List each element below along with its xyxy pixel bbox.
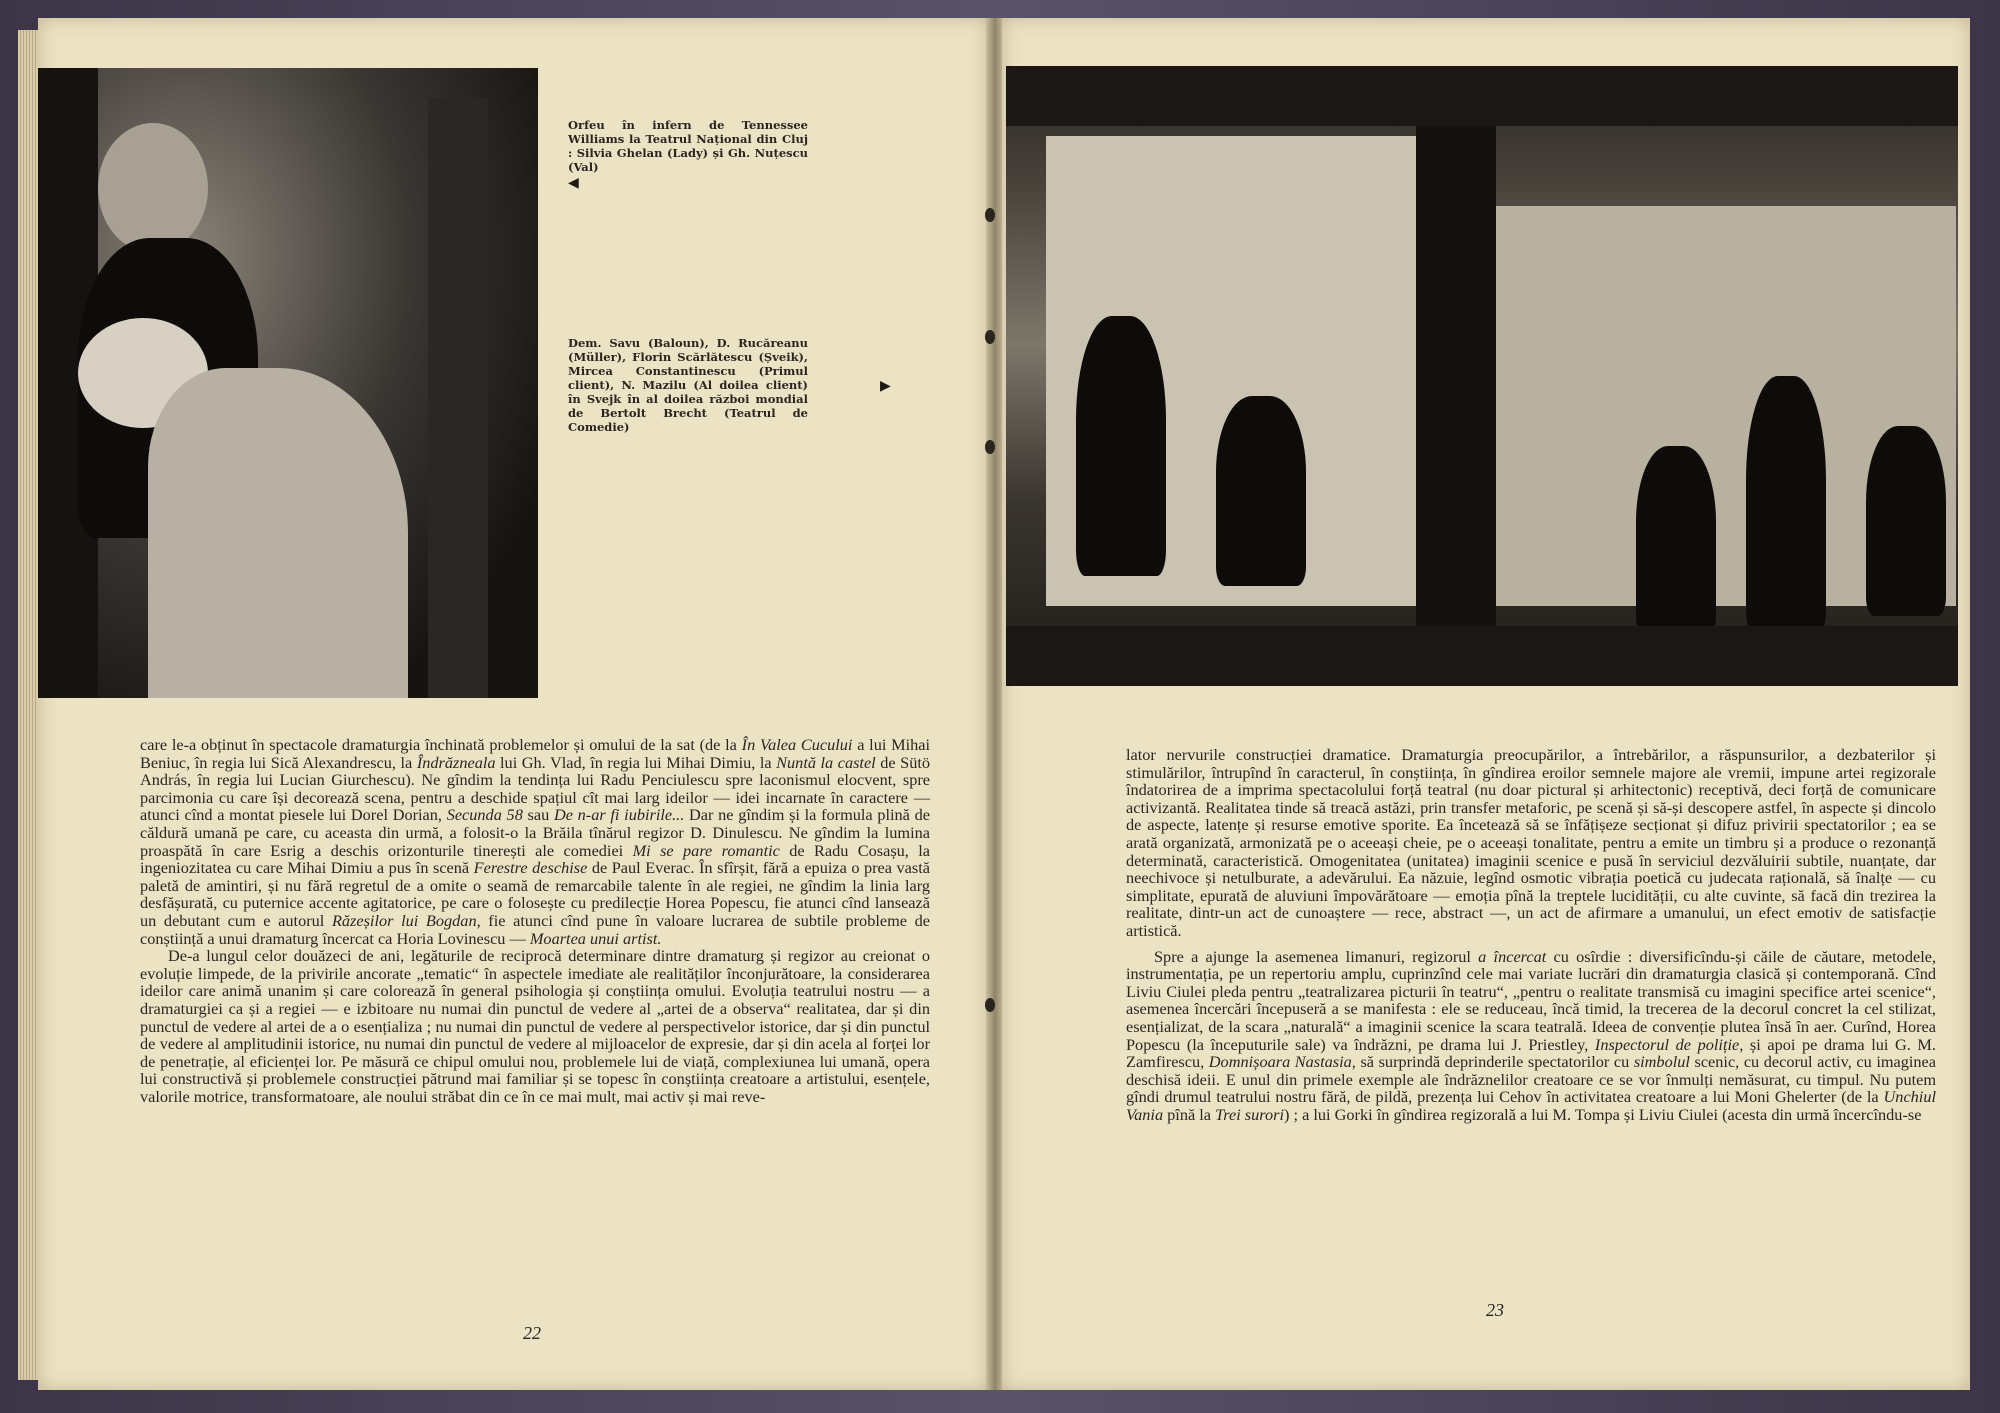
left-paragraph-2: De-a lungul celor douăzeci de ani, legăturile de reciprocă determinare dintre dramaturg și regizor au creionat o evoluție limpede, de la privirile ancorate „tematic“ în aspectele imediate ale realităților înconjurătoare, la considerarea ideilor care animă unanim și care colorează în general psihologia și conștiința omului. Evoluția teatrului nostru — a dramaturgiei ca și a regiei — e izbitoare nu numai din punctul de vedere al „artei de a observa“ realitatea, dar și din punctul de vedere al artei de a o esențializa ; nu numai din punctul de vedere al perspectivelor istorice, dar și din punctul de vedere al amplitudinii istorice, nu numai din punctul de vedere al mijloacelor de expresie, dar și din acela al forței lor de penetrație, al eficienței lor. Pe măsură ce chipul omului nou, problemele lui de viață, complexiunea lui umană, opera lui constructivă și problemele construcției pătrund mai familiar și se topesc în conștiința creatoare a artistului, esențele, valorile motrice, transformatoare, ale noului străbat din ce în ce mai mult, mai activ și mai reve- bbox=[140, 946, 930, 1106]
actor-4 bbox=[1746, 376, 1826, 636]
stage-top bbox=[1006, 66, 1958, 126]
right-paragraph-1: lator nervurile construcției dramatice. Dramaturgia preocupărilor, a întrebărilor, a răspunsurilor, a dezbaterilor și stimulărilor, întrupînd în caracterul, în conștiința, în gîndirea eroilor semnele majore ale vremii, impune artei regizorale îndatorirea de a imprima spectacolului forță teatral (nu doar pictural și arhitectonic) receptivă, deci forță de comunicare activizantă. Realitatea tinde să treacă astăzi, prin transfer metaforic, pe scenă și să-și descopere astfel, în aspecte și dincolo de aspecte, latențe și resurse emotive sporite. Ea încetează să se înfățișeze secționat și difuz privirii spectatorilor ; ea se arată organizată, armonizată pe o aceeași cheie, pe o aceeași tonalitate, pentru a emite un timbru și a produce o rezonanță determinată, caracteristică. Omogenitatea (unitatea) imaginii scenice e pusă în serviciul dezvăluirii subtile, nuanțate, dar neechivoce și netulburate, a adevărului. Ea năzuie, legînd osmotic vibrația poetică cu judecata rațională, să înalțe — cu simplitate, epurată de aluviuni împovărătoare — emoția pînă la treptele lucidității, cu alte cuvinte, să facă din trezirea la realitate, dintr-un act de cunoaștere — rece, abstract —, un act de afirmare a umanului, un efect emotiv de satisfacție artistică. bbox=[1126, 745, 1936, 940]
binding-hole bbox=[985, 208, 995, 222]
caption-arrow-left-icon: ◀ bbox=[568, 175, 579, 191]
caption-top: Orfeu în infern de Tennessee Williams la Teatrul Național din Cluj : Silvia Ghelan (Lady) și Gh. Nuțescu (Val) bbox=[568, 118, 808, 174]
right-body-text bbox=[1126, 746, 1936, 1123]
right-paragraph-2: Spre a ajunge la asemenea limanuri, regizorul a încercat cu osîrdie : diversificîndu-și căile de căutare, metodele, instrumentația, pe un repertoriu amplu, cuprinzînd cele mai variate lucrări din dramaturgia clasică și contemporană. Cînd Liviu Ciulei pleda pentru „teatralizarea picturii în teatru“, „pentru o realitate transmisă cu imagini specifice artei scenice“, asemenea încercări începuseră a se manifesta : ele se reduceau, încă timid, la trecerea de la decorul concret la cel stilizat, esențializat, de la scara „naturală“ a imaginii scenice la scara teatrală. Ideea de convenție plutea însă în aer. Curînd, Horea Popescu (la începuturile sale) va îndrăzni, pe drama lui J. Priestley, Inspectorul de poliție, și apoi pe drama lui G. M. Zamfirescu, Domnișoara Nastasia, să surprindă deprinderile spectatorilor cu simbolul scenic, cu decorul activ, cu imaginea deschisă ideii. E unul din primele exemple ale îndrăznelilor creatoare ce se vor înmulți nemăsurat, cu timpul. Nu putem gîndi drumul teatrului nostru fără, de pildă, prezența lui Cehov în activitatea creatoare a lui Moni Ghelerter (de la Unchiul Vania pînă la Trei surori) ; a lui Gorki în gîndirea regizorală a lui M. Tompa și Liviu Ciulei (acesta din urmă încercîndu-se bbox=[1126, 946, 1937, 1124]
left-page bbox=[38, 18, 988, 1390]
actor-face bbox=[98, 123, 208, 253]
actor-1 bbox=[1076, 316, 1166, 576]
page-edges bbox=[18, 30, 40, 1380]
page-number-left: 22 bbox=[523, 1323, 541, 1343]
binding-hole bbox=[985, 998, 995, 1012]
actor-2 bbox=[1216, 396, 1306, 586]
caption-bottom: Dem. Savu (Baloun), D. Rucăreanu (Müller), Florin Scărlătescu (Șveik), Mircea Constantinescu (Primul client), N. Mazilu (Al doilea client) în Svejk în al doilea război mondial de Bertolt Brecht (Teatrul de Comedie) bbox=[568, 336, 808, 434]
photo-svejk bbox=[1006, 66, 1958, 686]
actor-3 bbox=[1636, 446, 1716, 636]
caption-arrow-right-icon: ▶ bbox=[880, 378, 891, 394]
right-page bbox=[1002, 18, 1970, 1390]
binding-hole bbox=[985, 330, 995, 344]
left-paragraph-1: care le-a obținut în spectacole dramaturgia închinată problemelor și omului de la sat (de la În Valea Cucului a lui Mihai Beniuc, în regia lui Sică Alexandrescu, la Îndrăzneala lui Gh. Vlad, în regia lui Mihai Dimiu, la Nuntă la castel de Sütö András, în regia lui Lucian Giurchescu). Ne gîndim la tendința lui Radu Penciulescu spre laconismul elocvent, spre parcimonia cu care își decorează scena, pentru a deschide spațiul cît mai larg ideilor — idei incarnate în caractere — atunci cînd a montat piesele lui Dorel Dorian, Secunda 58 sau De n-ar fi iubirile... Dar ne gîndim și la formula plină de căldură umană pe care, cu aceasta din urmă, a folosit-o la Brăila tînărul regizor D. Dinulescu. Ne gîndim la lumina proaspătă în care Esrig a deschis orizonturile tinerești ale comediei Mi se pare romantic de Radu Cosașu, la ingeniozitatea cu care Mihai Dimiu a pus în scenă Ferestre deschise de Paul Everac. În sfîrșit, fără a epuiza o prea vastă paletă de amintiri, și nu fără regretul de a omite o seamă de remarcabile talente în ale regiei, ne gîndim la linia larg desfășurată, cu puternice accente agitatorice, pe care o folosește cu predilecție Horea Popescu, fie atunci cînd lansează un debutant cum e autorul Răzeșilor lui Bogdan, fie atunci cînd pune în valoare lucrarea de subtile probleme de conștiință a unui dramaturg încercat ca Horia Lovinescu — Moartea unui artist. bbox=[140, 735, 931, 948]
actress-figure bbox=[148, 368, 408, 698]
stage-floor bbox=[1006, 626, 1958, 686]
photo-orfeu bbox=[38, 68, 538, 698]
stage-pillar bbox=[1416, 126, 1496, 686]
column bbox=[428, 98, 488, 698]
actor-5 bbox=[1866, 426, 1946, 616]
binding-hole bbox=[985, 440, 995, 454]
page-number-right: 23 bbox=[1486, 1300, 1504, 1320]
left-body-text bbox=[140, 736, 930, 1105]
